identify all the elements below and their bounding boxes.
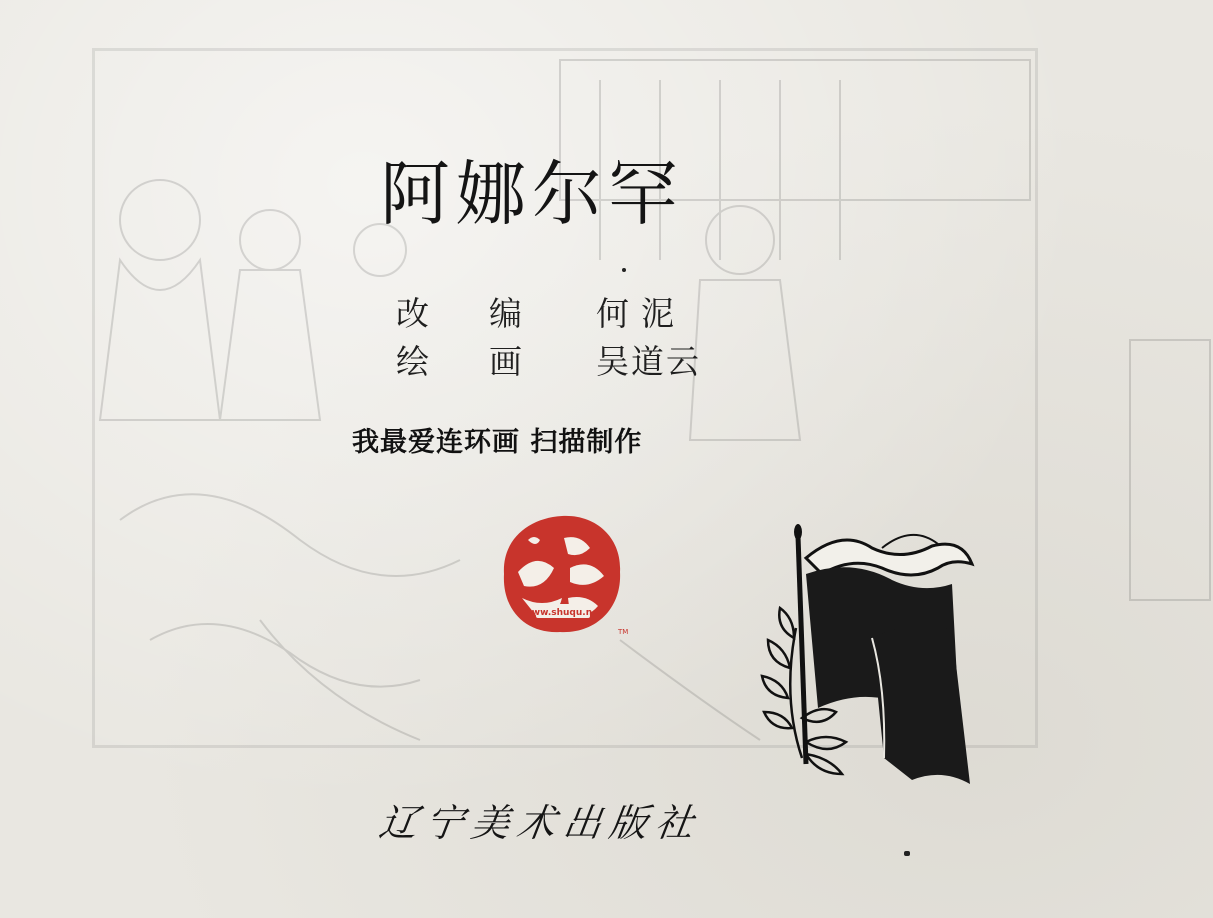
credit-adaptation [396, 288, 686, 335]
credit-role: 绘画 [396, 342, 582, 381]
publisher-name: 辽宁美术出版社 [376, 801, 705, 845]
credit-name: 何泥 [596, 294, 686, 333]
credit-role: 改编 [396, 294, 582, 333]
seal-url: www.shuqu.net [523, 608, 603, 618]
red-flag-emblem [762, 518, 982, 790]
credit-illustration [396, 336, 701, 383]
svg-text:TM: TM [618, 628, 629, 636]
ink-speck [622, 268, 626, 272]
credit-name: 吴道云 [596, 342, 701, 381]
scan-credit: 我最爱连环画 扫描制作 [352, 427, 643, 458]
ink-speck [904, 851, 910, 856]
seal-stamp [498, 512, 629, 638]
book-title: 阿娜尔罕 [380, 153, 684, 235]
